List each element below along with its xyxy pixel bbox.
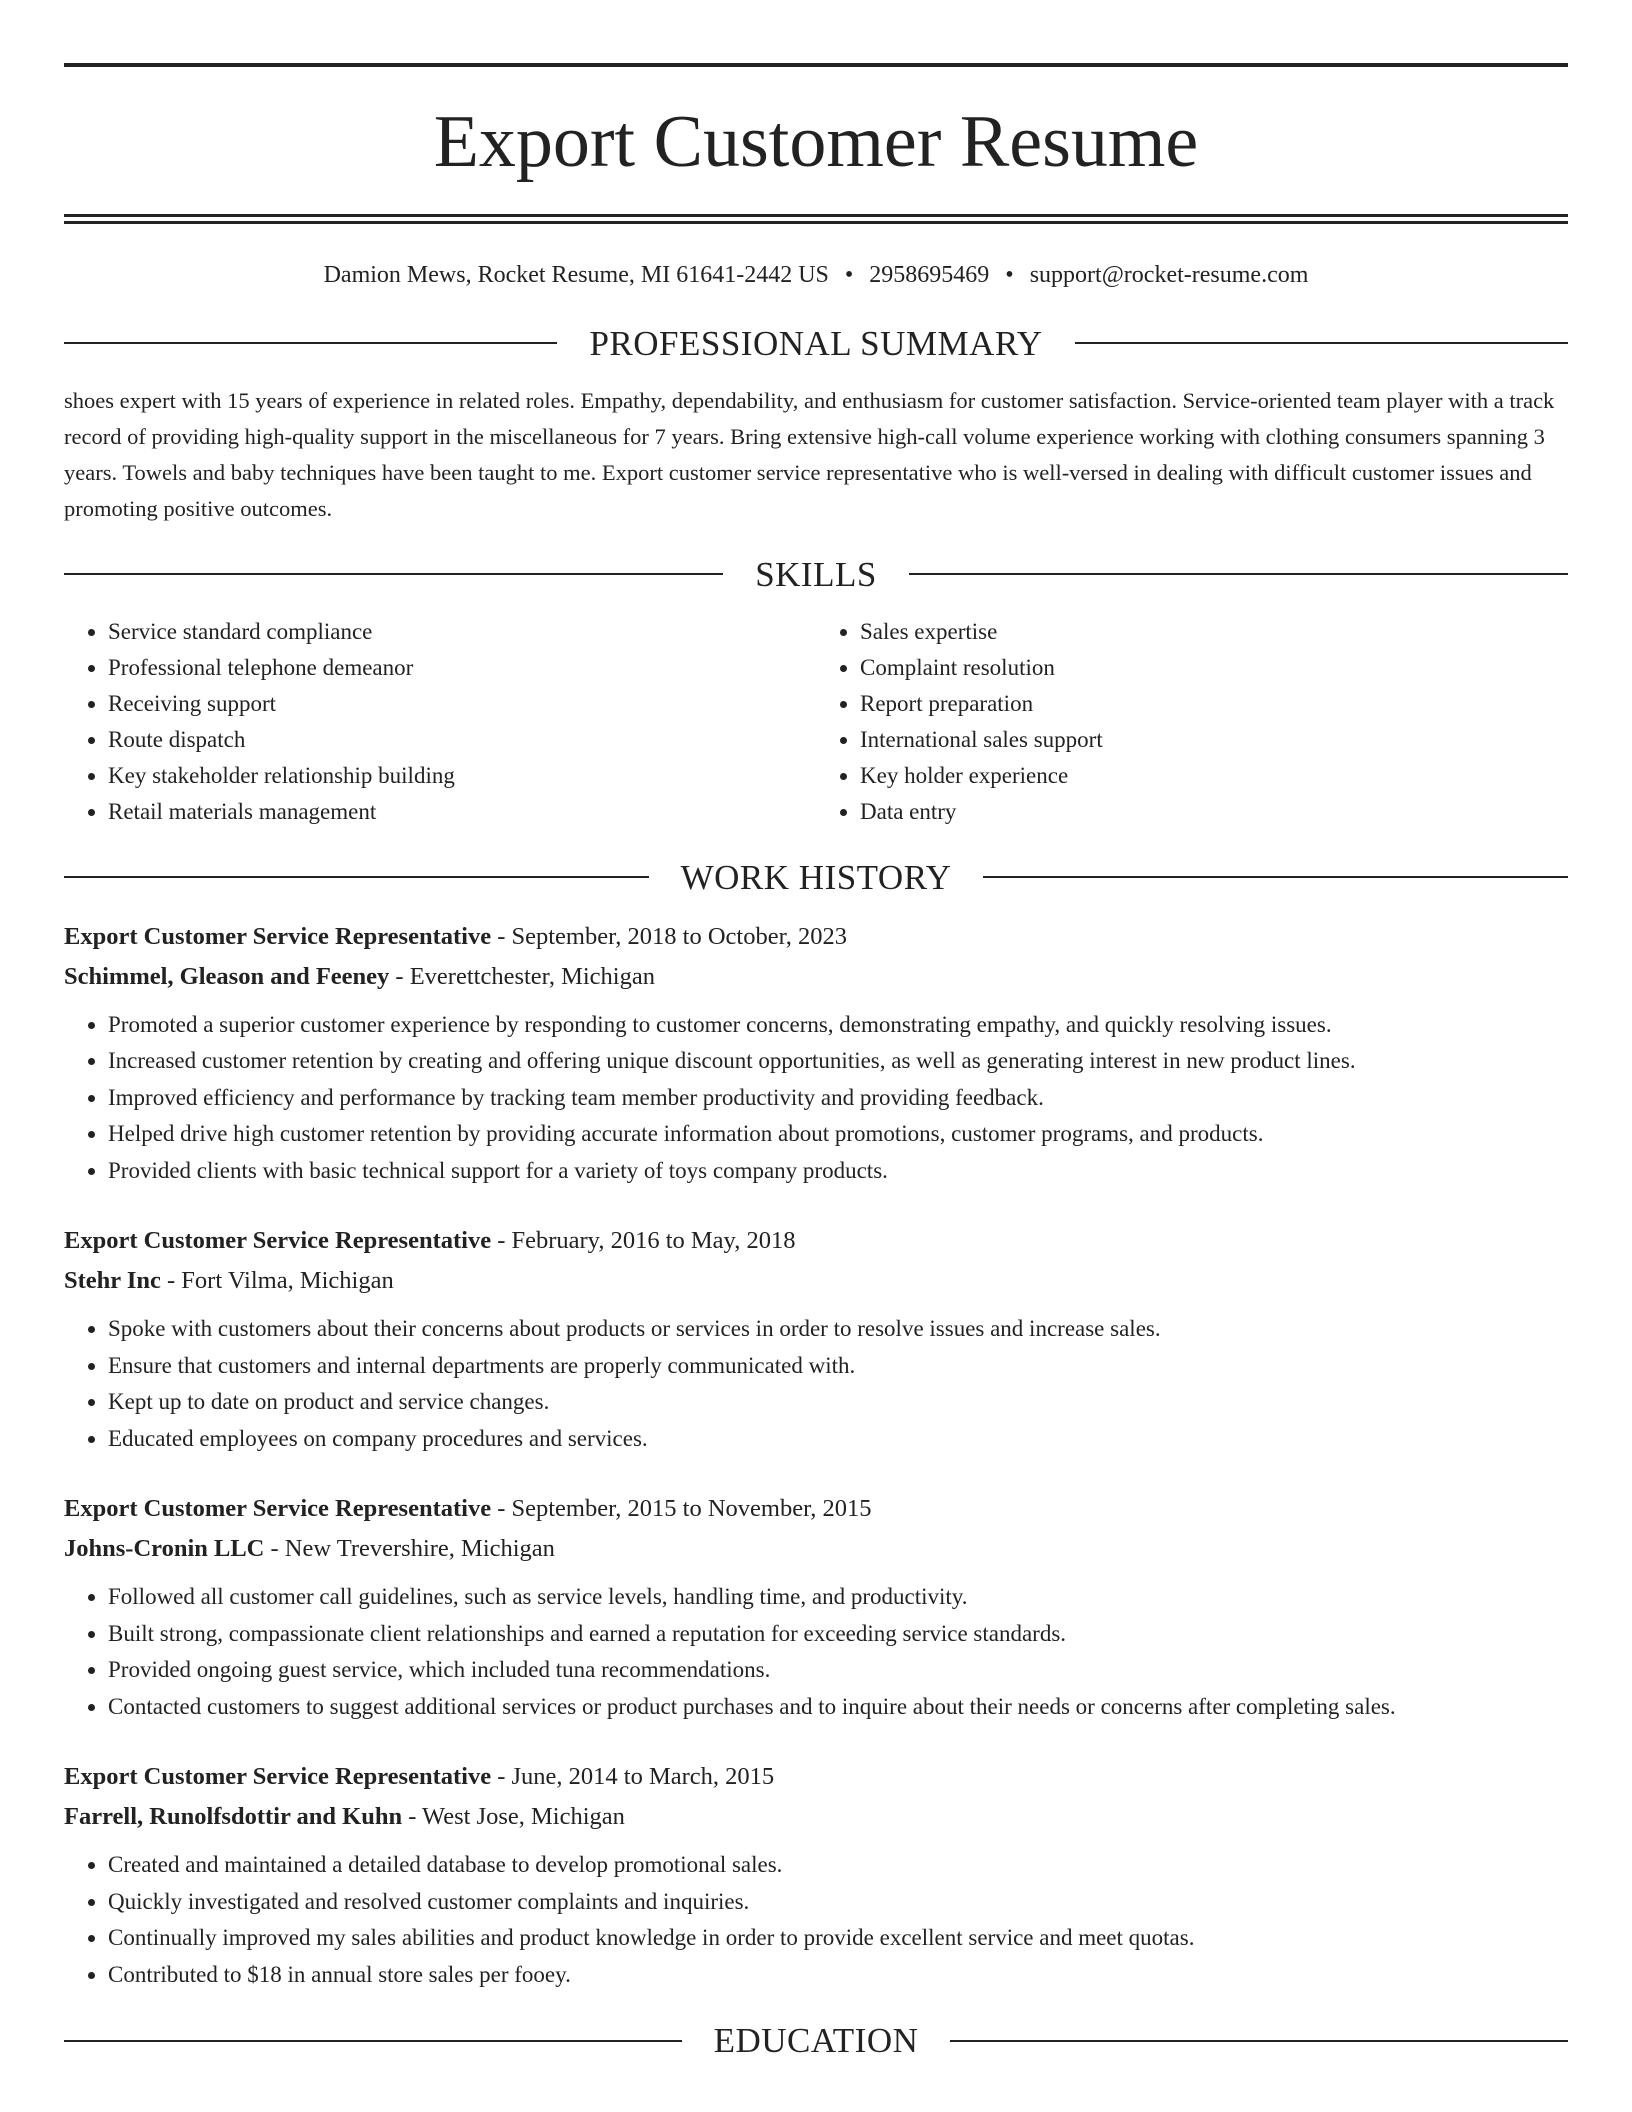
job-bullet: • Continually improved my sales abilities and product knowledge in order to provide excellent service and meet quotas. (108, 1920, 1568, 1957)
work-history-list (64, 917, 1568, 1994)
contact-phone: 2958695469 (869, 262, 990, 288)
job-bullet: • Contributed to $18 in annual store sales per fooey. (108, 1957, 1568, 1994)
job-company: Stehr Inc (64, 1267, 161, 1295)
job-location: - West Jose, Michigan (402, 1803, 625, 1831)
skills-column-right (816, 614, 1568, 830)
job-entry (64, 1489, 1568, 1725)
job-bullet: • Contacted customers to suggest additional services or product purchases and to inquire about their needs or concerns after completing sales. (108, 1689, 1568, 1726)
job-bullet: • Spoke with customers about their concerns about products or services in order to resolve issues and increase sales. (108, 1311, 1568, 1348)
job-dates: - February, 2016 to May, 2018 (491, 1227, 796, 1255)
section-title: PROFESSIONAL SUMMARY (589, 323, 1043, 363)
heading-rule (64, 342, 557, 344)
job-company-line (64, 957, 1568, 997)
skill-item: • Complaint resolution (860, 650, 1568, 686)
job-company-line (64, 1529, 1568, 1569)
job-dates: - June, 2014 to March, 2015 (491, 1763, 775, 1791)
skill-item: • Key holder experience (860, 758, 1568, 794)
heading-rule (64, 876, 649, 878)
job-bullet: • Kept up to date on product and service changes. (108, 1384, 1568, 1421)
skill-item: • Data entry (860, 794, 1568, 830)
section-heading-summary (64, 323, 1568, 363)
job-company: Schimmel, Gleason and Feeney (64, 962, 390, 990)
contact-separator: • (844, 262, 854, 288)
skill-item: • International sales support (860, 722, 1568, 758)
job-bullet: • Helped drive high customer retention by providing accurate information about promotions, customer programs, and products. (108, 1116, 1568, 1153)
job-bullet: • Improved efficiency and performance by tracking team member productivity and providing feedback. (108, 1080, 1568, 1117)
job-bullets (64, 1847, 1568, 1993)
section-title: WORK HISTORY (680, 857, 952, 897)
skill-item: • Retail materials management (108, 794, 816, 830)
heading-rule (1075, 342, 1568, 344)
job-bullet: • Created and maintained a detailed database to develop promotional sales. (108, 1847, 1568, 1884)
job-title: Export Customer Service Representative (64, 1763, 492, 1791)
job-entry (64, 1757, 1568, 1993)
job-location: - Fort Vilma, Michigan (160, 1267, 394, 1295)
job-title: Export Customer Service Representative (64, 1495, 492, 1523)
job-dates: - September, 2018 to October, 2023 (491, 922, 848, 950)
resume-title: Export Customer Resume (433, 101, 1199, 183)
job-bullet: • Built strong, compassionate client relationships and earned a reputation for exceeding service standards. (108, 1616, 1568, 1653)
job-entry (64, 917, 1568, 1190)
job-title-line (64, 917, 1568, 957)
job-company-line (64, 1797, 1568, 1837)
skills-list (64, 614, 1568, 830)
contact-email: support@rocket-resume.com (1029, 262, 1309, 288)
job-title-line (64, 1489, 1568, 1529)
job-bullet: • Increased customer retention by creating and offering unique discount opportunities, as well as generating interest in new product lines. (108, 1043, 1568, 1080)
contact-line (64, 261, 1568, 290)
job-title-line (64, 1757, 1568, 1797)
job-bullet: • Educated employees on company procedures and services. (108, 1421, 1568, 1458)
job-company: Johns-Cronin LLC (64, 1535, 265, 1563)
skill-item: • Sales expertise (860, 614, 1568, 650)
job-bullet: • Ensure that customers and internal departments are properly communicated with. (108, 1348, 1568, 1385)
summary-text: shoes expert with 15 years of experience in related roles. Empathy, dependability, and enthusiasm for customer satisfaction. Service-oriented team player with a track record of providing high-quality support in the miscellaneous for 7 years. Bring extensive high-call volume experience working with clothing consumers spanning 3 years. Towels and baby techniques have been taught to me. Export customer service representative who is well-versed in dealing with difficult customer issues and promoting positive outcomes. (64, 387, 1555, 521)
section-title: EDUCATION (713, 2021, 919, 2061)
heading-rule (909, 573, 1568, 575)
job-bullets (64, 1579, 1568, 1725)
job-company: Farrell, Runolfsdottir and Kuhn (64, 1803, 403, 1831)
top-rule (64, 63, 1568, 67)
skill-item: • Professional telephone demeanor (108, 650, 816, 686)
job-bullet: • Promoted a superior customer experience by responding to customer concerns, demonstrating empathy, and quickly resolving issues. (108, 1007, 1568, 1044)
heading-rule (983, 876, 1568, 878)
heading-rule (64, 573, 723, 575)
job-bullets (64, 1007, 1568, 1190)
job-bullets (64, 1311, 1568, 1457)
heading-rule (950, 2040, 1568, 2042)
heading-rule (64, 2040, 682, 2042)
job-bullet: • Quickly investigated and resolved customer complaints and inquiries. (108, 1884, 1568, 1921)
skill-item: • Service standard compliance (108, 614, 816, 650)
job-bullet: • Provided clients with basic technical support for a variety of toys company products. (108, 1153, 1568, 1190)
contact-separator: • (1005, 262, 1014, 288)
job-dates: - September, 2015 to November, 2015 (491, 1495, 872, 1523)
job-company-line (64, 1261, 1568, 1301)
section-heading-work-history (64, 857, 1568, 897)
skill-item: • Report preparation (860, 686, 1568, 722)
skill-item: • Receiving support (108, 686, 816, 722)
job-location: - Everettchester, Michigan (389, 962, 655, 990)
title-double-rule (64, 214, 1568, 224)
skill-item: • Key stakeholder relationship building (108, 758, 816, 794)
job-bullet: • Followed all customer call guidelines, such as service levels, handling time, and productivity. (108, 1579, 1568, 1616)
job-title-line (64, 1221, 1568, 1261)
job-title: Export Customer Service Representative (64, 922, 492, 950)
contact-address: Damion Mews, Rocket Resume, MI 61641-2442 US (323, 262, 829, 288)
job-location: - New Trevershire, Michigan (264, 1535, 555, 1563)
skill-item: • Route dispatch (108, 722, 816, 758)
skills-column-left (64, 614, 816, 830)
section-heading-skills (64, 554, 1568, 594)
job-entry (64, 1221, 1568, 1457)
section-heading-education (64, 2021, 1568, 2061)
job-title: Export Customer Service Representative (64, 1227, 492, 1255)
job-bullet: • Provided ongoing guest service, which included tuna recommendations. (108, 1652, 1568, 1689)
section-title: SKILLS (755, 554, 877, 594)
